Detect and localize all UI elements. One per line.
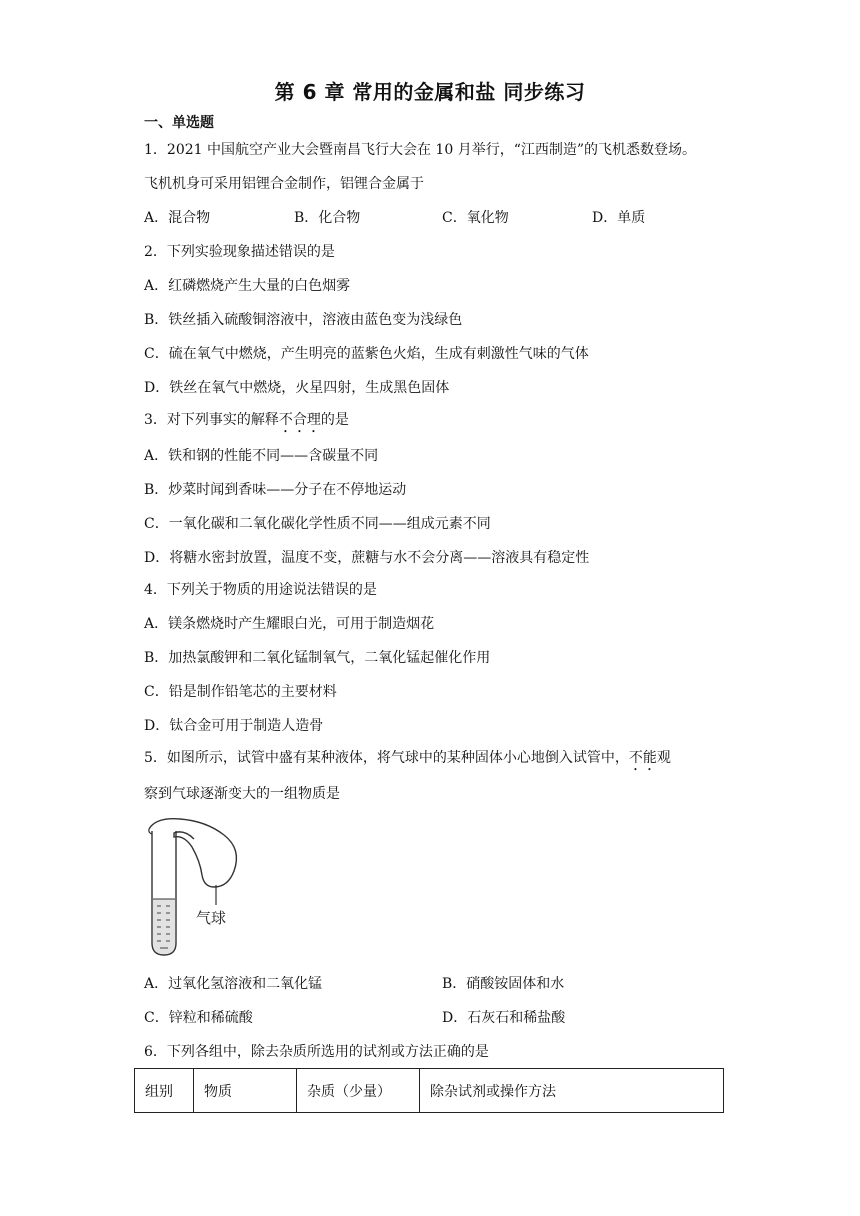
q1-option-d[interactable]: D．单质 — [592, 210, 646, 226]
q5-option-d[interactable]: D．石灰石和稀盐酸 — [442, 1010, 566, 1026]
q1-stem-line2: 飞机机身可采用铝锂合金制作，铝锂合金属于 — [144, 176, 424, 192]
q1-stem-line1: 1．2021 中国航空产业大会暨南昌飞行大会在 10 月举行，“江西制造”的飞机悉数登场。 — [144, 142, 697, 158]
table-header-group: 组别 — [135, 1069, 194, 1113]
q5-option-b[interactable]: B．硝酸铵固体和水 — [442, 976, 565, 992]
q2-option-a[interactable]: A．红磷燃烧产生大量的白色烟雾 — [144, 278, 351, 294]
balloon-label: 气球 — [196, 909, 227, 927]
q6-stem: 6．下列各组中，除去杂质所选用的试剂或方法正确的是 — [144, 1044, 489, 1060]
q1-option-c[interactable]: C．氧化物 — [442, 210, 509, 226]
q5-stem-line1 — [144, 748, 671, 774]
impurity-removal-table — [134, 1068, 724, 1113]
q4-option-d[interactable]: D．钛合金可用于制造人造骨 — [144, 718, 324, 734]
table-header-impurity: 杂质（少量） — [297, 1069, 420, 1113]
q2-option-d[interactable]: D．铁丝在氧气中燃烧，火星四射，生成黑色固体 — [144, 380, 450, 396]
q5-stem-post: 观 — [656, 750, 671, 766]
q2-option-c[interactable]: C．硫在氧气中燃烧，产生明亮的蓝紫色火焰，生成有刺激性气味的气体 — [144, 346, 589, 362]
q4-option-a[interactable]: A．镁条燃烧时产生耀眼白光，可用于制造烟花 — [144, 616, 435, 632]
q3-option-b[interactable]: B．炒菜时闻到香味——分子在不停地运动 — [144, 482, 407, 498]
q4-stem: 4．下列关于物质的用途说法错误的是 — [144, 582, 377, 598]
test-tube-balloon-figure — [144, 815, 244, 960]
q4-option-c[interactable]: C．铅是制作铅笔芯的主要材料 — [144, 684, 337, 700]
table-header-row — [135, 1069, 724, 1113]
q2-option-b[interactable]: B．铁丝插入硫酸铜溶液中，溶液由蓝色变为浅绿色 — [144, 312, 463, 328]
q5-stem-pre: 5．如图所示，试管中盛有某种液体，将气球中的某种固体小心地倒入试管中， — [144, 750, 629, 766]
q5-option-c[interactable]: C．锌粒和稀硫酸 — [144, 1010, 253, 1026]
q5-stem-line2: 察到气球逐渐变大的一组物质是 — [144, 786, 340, 802]
table-header-substance: 物质 — [194, 1069, 297, 1113]
q3-stem — [144, 410, 349, 436]
q2-stem: 2．下列实验现象描述错误的是 — [144, 244, 335, 260]
test-tube-liquid — [153, 899, 175, 954]
q3-option-c[interactable]: C．一氧化碳和二氧化碳化学性质不同——组成元素不同 — [144, 516, 491, 532]
q5-option-a[interactable]: A．过氧化氢溶液和二氧化锰 — [144, 976, 323, 992]
q4-option-b[interactable]: B．加热氯酸钾和二氧化锰制氧气，二氧化锰起催化作用 — [144, 650, 491, 666]
q3-stem-pre: 3．对下列事实的解释 — [144, 412, 279, 428]
q3-stem-post: 的是 — [320, 412, 349, 428]
table-header-method: 除杂试剂或操作方法 — [420, 1069, 724, 1113]
test-tube-balloon-illustration — [144, 815, 244, 960]
q3-option-d[interactable]: D．将糖水密封放置，温度不变，蔗糖与水不会分离——溶液具有稳定性 — [144, 550, 590, 566]
section-heading: 一、单选题 — [144, 115, 214, 131]
page-title: 第 6 章 常用的金属和盐 同步练习 — [274, 80, 586, 104]
q1-option-a[interactable]: A．混合物 — [144, 210, 211, 226]
q3-stem-emphasis: 不合理 — [278, 412, 321, 428]
balloon-outline — [149, 819, 236, 887]
q5-stem-emphasis: 不能 — [628, 750, 657, 766]
q3-option-a[interactable]: A．铁和钢的性能不同——含碳量不同 — [144, 448, 379, 464]
q1-option-b[interactable]: B．化合物 — [294, 210, 361, 226]
